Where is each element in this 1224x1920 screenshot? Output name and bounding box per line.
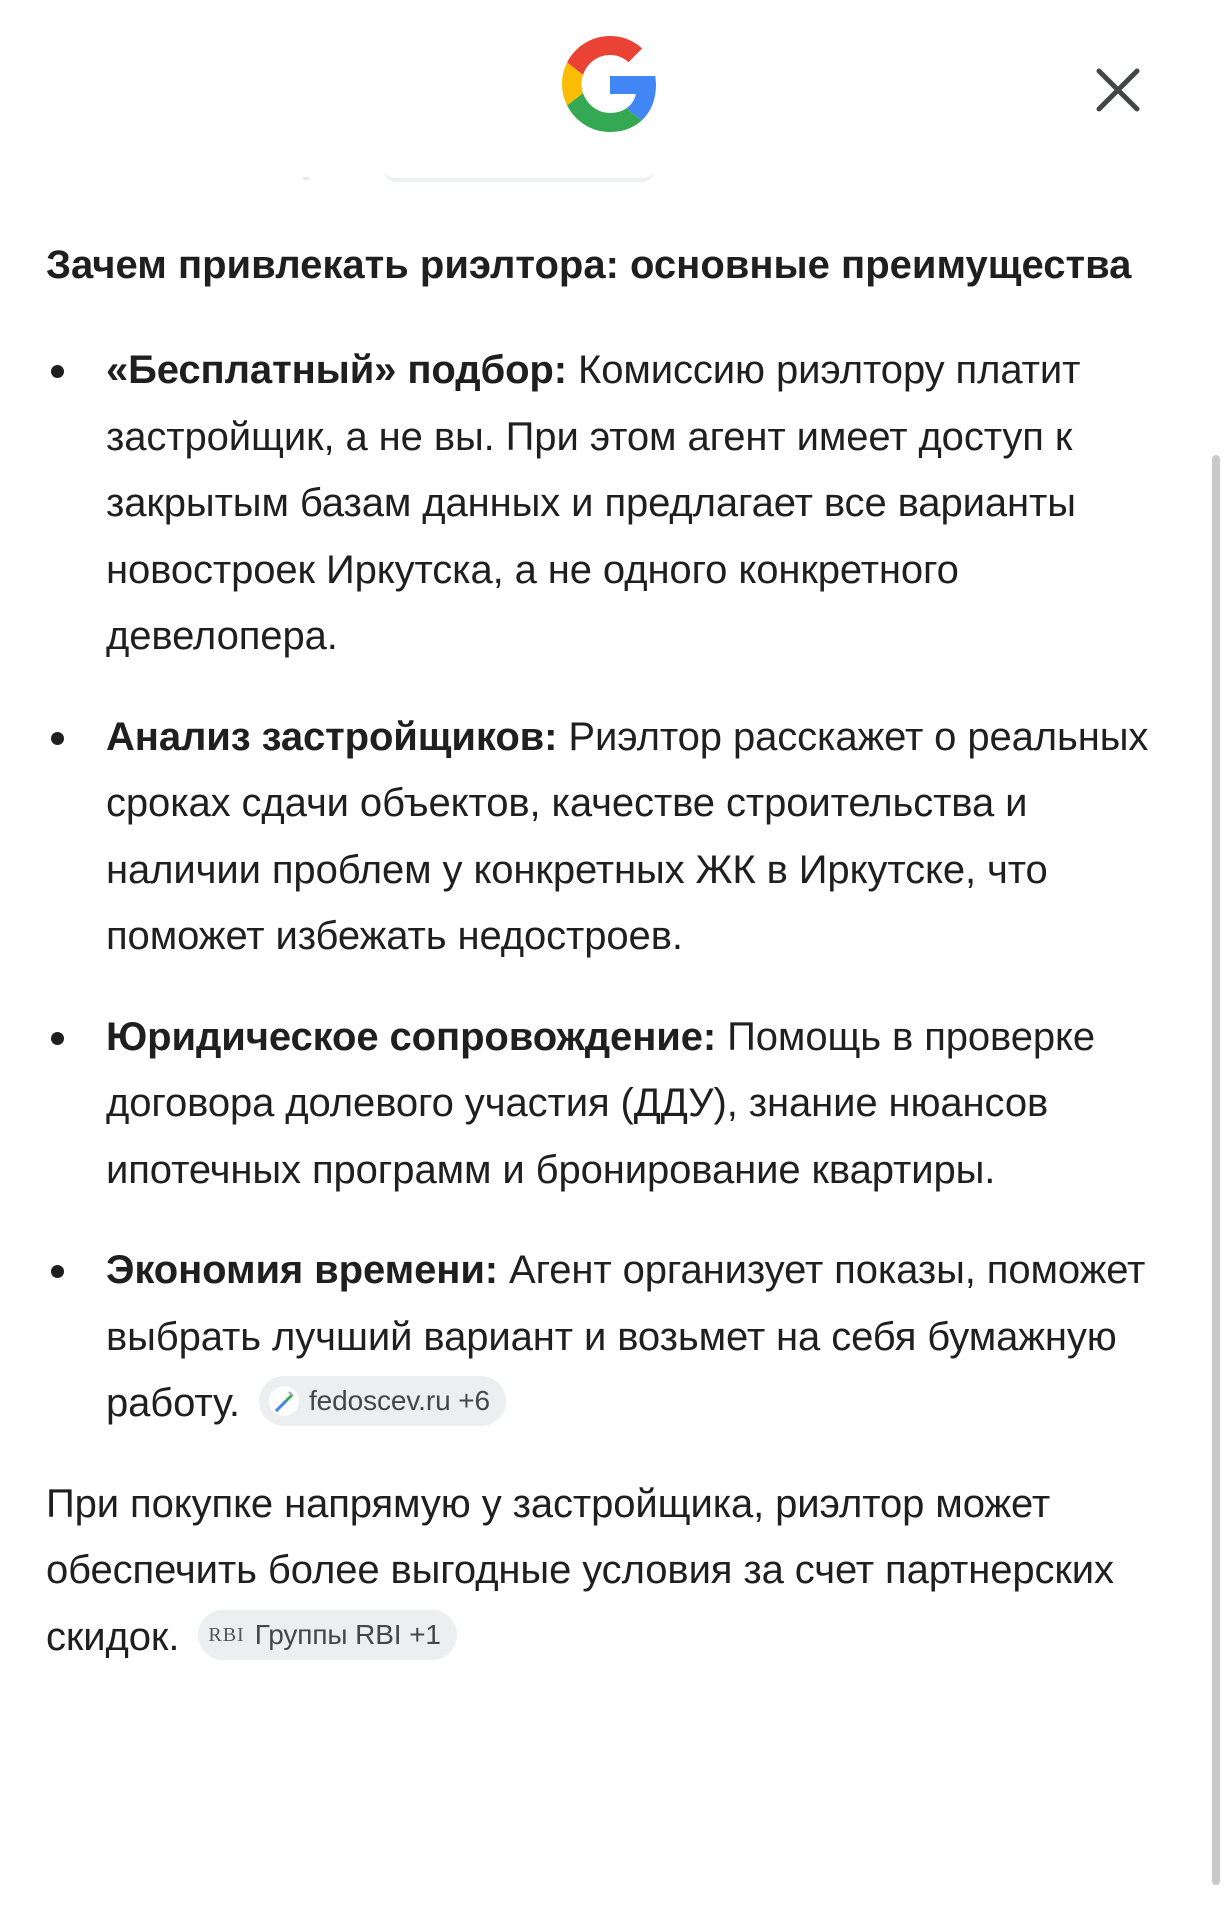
source-chip-label: Группы RBI +1 (254, 1618, 441, 1650)
scrolled-content-hint (303, 177, 309, 180)
list-item (46, 1004, 1176, 1204)
paragraph-text: При покупке напрямую у застройщика, риэлтор может обеспечить более выгодные условия за счет партнерских скидок. (46, 1481, 1114, 1659)
overview-content (46, 232, 1176, 1670)
close-button[interactable] (1088, 60, 1148, 120)
pen-leaf-icon (269, 1386, 299, 1416)
source-chip-rbi[interactable] (198, 1610, 457, 1660)
bullet-title: Экономия времени: (106, 1248, 499, 1292)
source-chip-label: fedoscev.ru +6 (308, 1385, 490, 1417)
header (0, 0, 1224, 175)
scrollbar[interactable] (1212, 455, 1220, 1885)
bullet-text: Комиссию риэлтору платит застройщик, а не вы. При этом агент имеет доступ к закрытым базам данных и предлагает все варианты новостроек Иркутска, а не одного конкретного девелопера. (106, 348, 1081, 658)
list-item (46, 337, 1176, 670)
bullet-text: Агент организует показы, поможет выбрать лучший вариант и возьмет на себя бумажную работу. (106, 1248, 1146, 1425)
summary-paragraph (46, 1471, 1176, 1671)
list-item (46, 1237, 1176, 1437)
section-heading: Зачем привлекать риэлтора: основные преимущества (46, 243, 1132, 287)
bullet-text: Риэлтор расскажет о реальных сроках сдачи объектов, качестве строительства и наличии проблем у конкретных ЖК в Иркутске, что поможет избежать недостроев. (106, 714, 1149, 958)
list-item (46, 704, 1176, 970)
close-icon (1095, 67, 1141, 113)
benefits-list (46, 337, 1176, 1437)
scrolled-chip-hint (384, 170, 654, 182)
bullet-title: Анализ застройщиков: (106, 714, 558, 759)
rbi-logo: RBI (208, 1623, 245, 1646)
bullet-title: «Бесплатный» подбор: (106, 348, 567, 392)
bullet-text: Помощь в проверке договора долевого участия (ДДУ), знание нюансов ипотечных программ и бронирование квартиры. (106, 1014, 1096, 1192)
google-g-icon (562, 36, 658, 132)
bullet-title: Юридическое сопровождение: (106, 1014, 717, 1059)
source-chip-fedoscev[interactable] (259, 1376, 506, 1426)
